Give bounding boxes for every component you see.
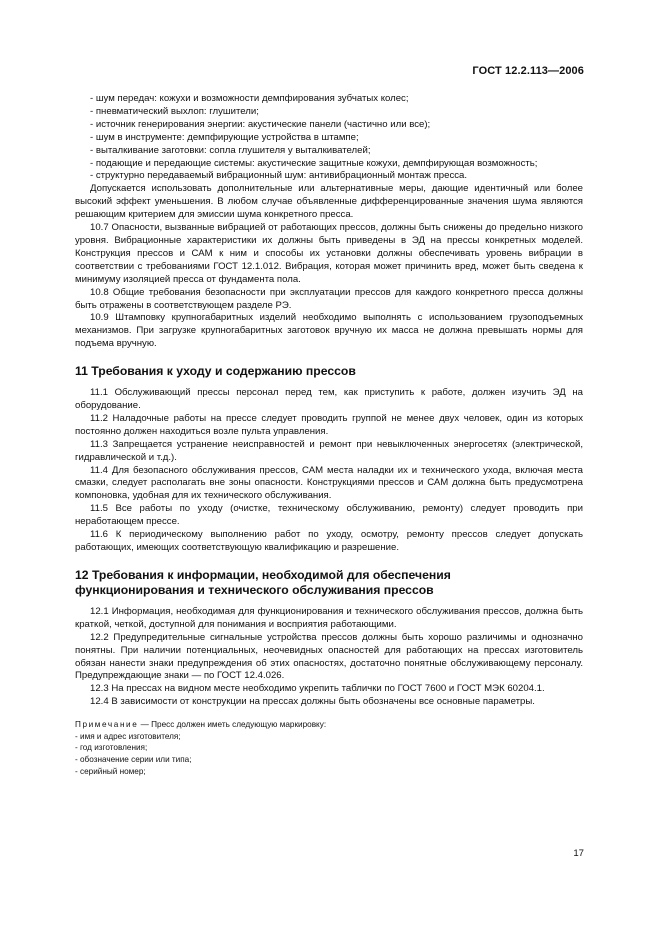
paragraph-11-6: 11.6 К периодическому выполнению работ по уходу, осмотру, ремонту прессов следует допускать работающих, имеющих соответствующую квалификацию и разрешение. [75, 529, 583, 553]
note-item: - обозначение серии или типа; [75, 754, 192, 764]
section-11-heading: 11 Требования к уходу и содержанию прессов [75, 364, 356, 379]
list-item: - пневматический выхлоп: глушители; [90, 105, 259, 117]
paragraph-10-8: 10.8 Общие требования безопасности при эксплуатации прессов для каждого конкретного пресса должны быть отражены в соответствующем разделе РЭ. [75, 286, 583, 311]
standard-header: ГОСТ 12.2.113—2006 [472, 65, 584, 77]
note-item: - год изготовления; [75, 743, 148, 753]
section-12-heading-line1: 12 Требования к информации, необходимой для обеспечения [75, 567, 451, 582]
paragraph-12-3: 12.3 На прессах на видном месте необходимо укрепить таблички по ГОСТ 7600 и ГОСТ МЭК 60204.1. [90, 683, 545, 695]
list-item: - шум в инструменте: демпфирующие устройства в штампе; [90, 131, 359, 143]
note-text: — Пресс должен иметь следующую маркировку: [140, 720, 327, 730]
paragraph-11-3: 11.3 Запрещается устранение неисправностей и ремонт при невыключенных энергосетях (электрической, гидравлической и т.д.). [75, 438, 583, 463]
list-item: - источник генерирования энергии: акустические панели (частично или все); [90, 118, 431, 130]
paragraph-12-2: 12.2 Предупредительные сигнальные устройства прессов должны быть хорошо различимы и однозначно понятны. При наличии потенциальных, неочевидных опасностей для работающих на прессах изготовитель обязан нанести знаки предупреждения об этих опасностях, достаточно понятные обслуживающему персоналу. Предупреждающие знаки — по ГОСТ 12.4.026. [75, 631, 583, 682]
page-number: 17 [573, 848, 584, 859]
paragraph-11-1: 11.1 Обслуживающий прессы персонал перед тем, как приступить к работе, должен изучить ЭД на оборудование. [75, 387, 583, 412]
paragraph-10-7: 10.7 Опасности, вызванные вибрацией от работающих прессов, должны быть снижены до предельно низкого уровня. Вибрационные характеристики их должны быть приведены в ЭД на прессы конкретных моделей. Конструкция прессов и САМ к ним и способы их установки должны обеспечивать уровень вибрации в соответствии с требованиями ГОСТ 12.1.012. Вибрация, которая может причинить вред, может быть сведена к минимуму изоляцией пресса от фундамента пола. [75, 222, 583, 285]
paragraph-10-9: 10.9 Штамповку крупногабаритных изделий необходимо выполнять с использованием грузоподъемных механизмов. При загрузке крупногабаритных заготовок вручную их масса не должна превышать нормы для подъема вручную. [75, 312, 583, 350]
note-item: - серийный номер; [75, 766, 146, 776]
list-item: - выталкивание заготовки: сопла глушителя у выталкивателей; [90, 144, 371, 156]
paragraph-11-4: 11.4 Для безопасного обслуживания прессов, САМ места наладки их и технического ухода, включая места смазки, следует располагать вне зоны опасности. Конструкциями прессов и САМ должна быть предусмотрена компоновка, удобная для их технического обслуживания. [75, 464, 583, 502]
paragraph-12-1: 12.1 Информация, необходимая для функционирования и технического обслуживания прессов, должна быть краткой, четкой, доступной для понимания и восприятия работающими. [75, 605, 583, 630]
list-item: - подающие и передающие системы: акустические защитные кожухи, демпфирующая возможность; [90, 157, 538, 169]
note-block [75, 719, 583, 777]
list-item: - шум передач: кожухи и возможности демпфирования зубчатых колес; [90, 93, 409, 104]
page-content [75, 93, 583, 777]
list-item: - структурно передаваемый вибрационный шум: антивибрационный монтаж пресса. [90, 170, 468, 182]
note-label: Примечание [75, 720, 139, 730]
note-item: - имя и адрес изготовителя; [75, 731, 181, 741]
paragraph-11-5: 11.5 Все работы по уходу (очистке, техническому обслуживанию, ремонту) следует проводить при неработающем прессе. [75, 503, 583, 528]
paragraph-12-4: 12.4 В зависимости от конструкции на прессах должны быть обозначены все основные параметры. [90, 696, 535, 708]
section-12-heading-line2: функционирования и технического обслуживания прессов [75, 582, 434, 597]
paragraph: Допускается использовать дополнительные или альтернативные меры, дающие идентичный или более высокий эффект уменьшения. В любом случае объявленные дифференцированные значения шума являются решающим критерием для эмиссии шума конкретного пресса. [75, 183, 583, 221]
paragraph-11-2: 11.2 Наладочные работы на прессе следует проводить группой не менее двух человек, один из которых постоянно должен находиться возле пульта управления. [75, 412, 583, 437]
